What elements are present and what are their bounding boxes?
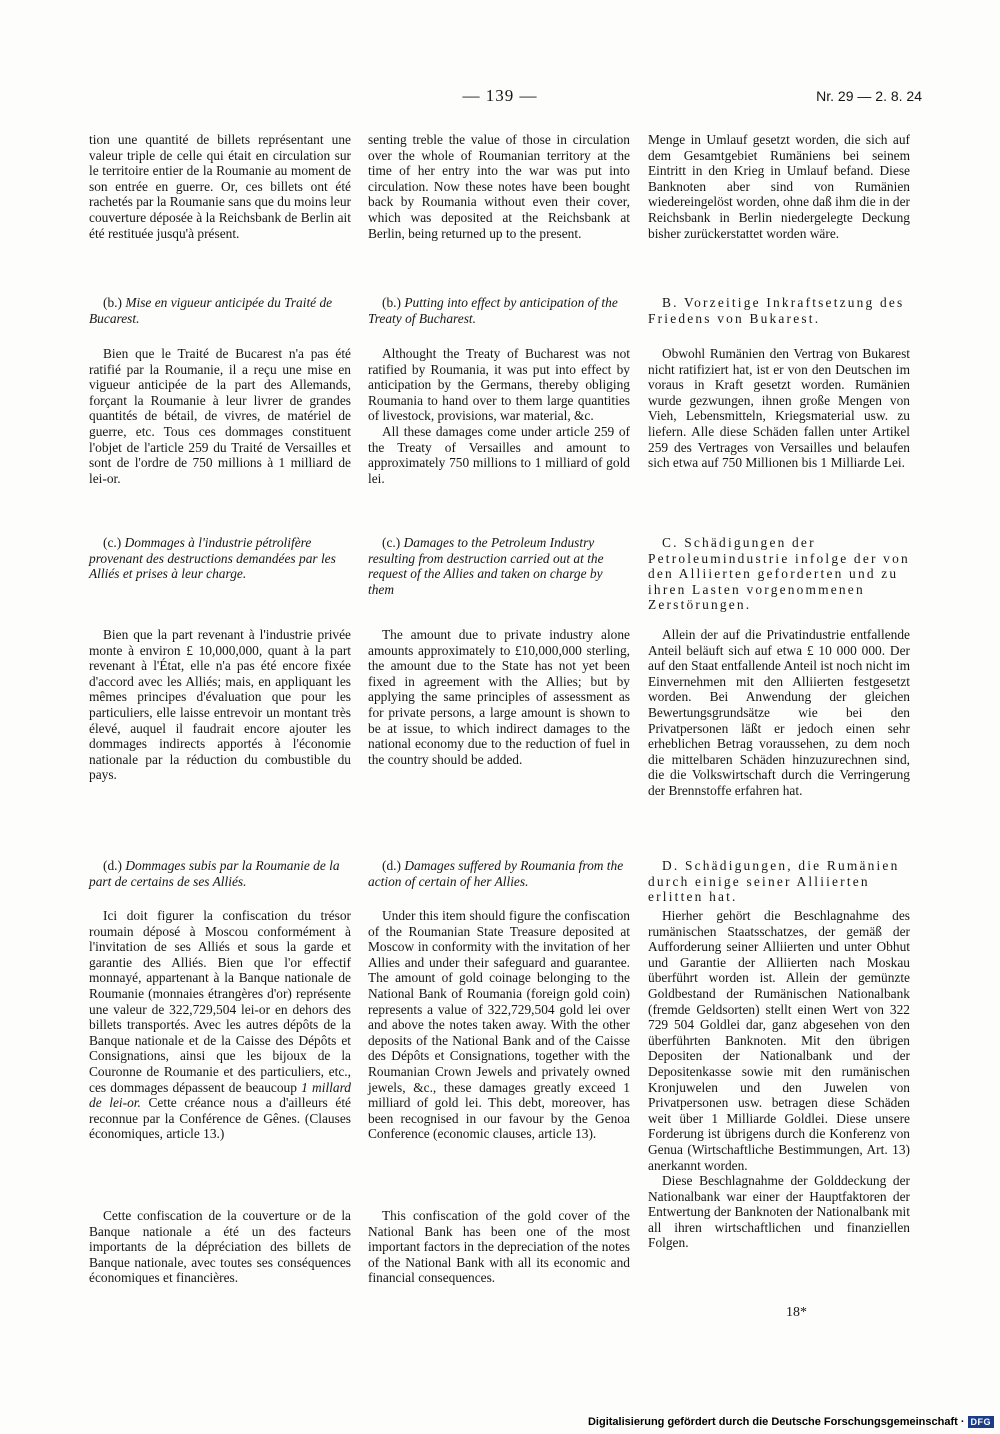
section-d-text-de [648,908,910,1251]
section-intro-de [648,132,910,241]
paragraph: Under this item should figure the confiscation of the Roumanian State Treasure deposited at Moscow in conformity with the invitation of her Allies and under their safeguard and guarantee. The amount of gold coinage belonging to the National Bank of Roumania (foreign gold coin) represents a value of 322,729,504 gold lei over and above the notes taken away. With the other deposits of the National Bank and of the Caisse des Dépôts et Consignations, together with the Roumanian Crown Jewels and privately owned jewels, &c., these damages greatly exceed 1 milliard of gold lei. This debt, moreover, has been recognised in our favour by the Genoa Conference (economic clauses, article 13). [368,908,630,1142]
paragraph: Obwohl Rumänien den Vertrag von Bukarest nicht ratifiziert hat, ist er von den Deutschen im voraus in Kraft gesetzt worden. Rumänien wurde gezwungen, ihnen große Mengen von Vieh, Lebensmitteln, Kriegsmaterial usw. zu liefern. Alle diese Schäden fallen unter Artikel 259 des Vertrages von Versailles und belaufen sich etwa auf 750 Millionen bis 1 Milliarde Lei. [648,346,910,471]
text-run: Ici doit figurer la confiscation du trésor roumain déposé à Moscou conformément à l'invitation de ses Alliés et sous la garde et garantie des Alliés. Bien que l'or effectif monnayé, appartenant à la Banque nationale de Roumanie (monnaies étrangères d'or) représente une valeur de 322,729,504 lei-or en dehors des billets transportés. Avec les autres dépôts de la Banque nationale et de la Caisse des Dépôts et Consignations, ainsi que les bijoux de la Couronne de Roumanie et des particuliers, etc., ces dommages dépassent de beaucoup [89,908,351,1095]
section-label: (b.) [103,295,122,310]
section-d-text-fr [89,908,351,1142]
paragraph: senting treble the value of those in circulation over the whole of Roumanian territory at the time of her entry into the war was put into circulation. Now these notes have been bought back by Roumania without even their cover, which was deposited at the Reichsbank at Berlin, being returned up to the present. [368,132,630,241]
section-c-en [368,535,630,597]
section-heading [89,858,351,889]
section-heading [368,295,630,326]
section-c-text-fr [89,627,351,783]
dfg-logo-icon: DFG [968,1416,995,1428]
section-title: B. Vorzeitige Inkraftsetzung des Friedens von Bukarest. [648,295,905,326]
section-label: (d.) [382,858,401,873]
section-title: D. Schädigungen, die Rumänien durch einige seiner Alliierten erlitten hat. [648,858,900,905]
section-title: Damages suffered by Roumania from the action of certain of her Allies. [368,858,624,889]
page-number: — 139 — [462,86,538,105]
section-intro-fr [89,132,351,241]
section-b-en [368,295,630,326]
paragraph: Hierher gehört die Beschlagnahme des rumänischen Staatsschatzes, der gemäß der Aufforderung seiner Alliierten und unter Obhut und Garantie der Alliierten nach Moskau überführt worden ist. Allein der gemünzte Goldbestand der Rumänischen Nationalbank (fremde Geldsorten) stellt einen Wert von 322 729 504 Goldlei dar, ganz abgesehen von den überführten Banknoten. Mit den übrigen Depositen der Nationalbank und der Depositenkasse sowie mit den rumänischen Kronjuwelen und den Juwelen von Privatpersonen usw. betragen diese Schäden weit über 1 Milliarde Goldlei. Diese unsere Forderung ist übrigens durch die Konferenz von Genua (Wirtschaftliche Bestimmungen, Art. 13) anerkannt worden. [648,908,910,1173]
section-c-text-en [368,627,630,767]
section-heading [89,535,351,582]
section-title: Dommages à l'industrie pétrolifère provenant des destructions demandées par les Alliés et prises à leur charge. [89,535,336,582]
section-label: (c.) [103,535,122,550]
section-label: (b.) [382,295,401,310]
sheet-mark: 18* [786,1305,807,1320]
section-c-fr [89,535,351,582]
footer-text: Digitalisierung gefördert durch die Deutsche Forschungsgemeinschaft · [587,1416,965,1428]
paragraph: This confiscation of the gold cover of the National Bank has been one of the most important factors in the depreciation of the notes of the National Bank with all its economic and financial consequences. [368,1208,630,1286]
section-d-text2-fr [89,1208,351,1286]
section-title: C. Schädigungen der Petroleumindustrie infolge der von den Alliierten geforderten und zu ihren Lasten vorgenommenen Zerstörungen. [648,535,910,613]
section-b-de [648,295,910,326]
section-title: Dommages subis par la Roumanie de la part de certains de ses Alliés. [89,858,340,889]
section-c-text-de [648,627,910,799]
section-label: (d.) [103,858,122,873]
section-b-fr [89,295,351,326]
section-c-de [648,535,910,613]
paragraph: Cette confiscation de la couverture or de la Banque nationale a été un des facteurs importants de la dépréciation des billets de Banque nationale, avec toutes ses conséquences économiques et financières. [89,1208,351,1286]
paragraph: Bien que la part revenant à l'industrie privée monte à environ £ 10,000,000, quant à la part revenant à l'État, elle n'a pas été encore fixée d'accord avec les Alliés; mais, en appliquant les mêmes principes d'évaluation que pour les particuliers, elle laisse entrevoir un montant très élevé, auquel il faudrait encore ajouter les dommages indirects apportés à l'économie nationale par la réduction du combustible du pays. [89,627,351,783]
section-d-text2-en [368,1208,630,1286]
section-d-de [648,858,910,905]
paragraph [89,908,351,1142]
section-heading [368,535,630,597]
paragraph: Althought the Treaty of Bucharest was not ratified by Roumania, it was put into effect by anticipation by the Germans, thereby obliging Roumania to hand over to them large quantities of livestock, provisions, war material, &c. [368,346,630,424]
section-d-text-en [368,908,630,1142]
paragraph: tion une quantité de billets représentant une valeur triple de celle qui était en circulation sur le territoire entier de la Roumanie au moment de son entrée en guerre. Or, ces billets ont été rachetés par la Roumanie sans que du moins leur couverture déposée à la Reichsbank de Berlin ait été restituée jusqu'à présent. [89,132,351,241]
section-title: Mise en vigueur anticipée du Traité de Bucarest. [89,295,333,326]
section-title: Damages to the Petroleum Industry resulting from destruction carried out at the request of the Allies and taken on charge by them [368,535,604,597]
section-b-text-en [368,346,630,486]
text-run: Cette créance nous a d'ailleurs été reconnue par la Conférence de Gênes. (Clauses économiques, article 13.) [89,1095,351,1142]
paragraph: Diese Beschlagnahme der Golddeckung der Nationalbank war einer der Hauptfaktoren der Entwertung der Banknoten der Nationalbank mit all ihren wirtschaftlichen und finanziellen Folgen. [648,1173,910,1251]
paragraph: All these damages come under article 259 of the Treaty of Versailles and amount to approximately 750 millions to 1 milliard of gold lei. [368,423,630,486]
paragraph: Allein der auf die Privatindustrie entfallende Anteil beläuft sich auf etwa £ 10 000 000. Der auf den Staat entfallende Anteil ist noch nicht im Einvernehmen mit den Alliierten festgesetzt worden. Bei Anwendung der gleichen Bewertungsgrundsätze wie bei den Privatpersonen läßt er jedoch einen sehr erheblichen Betrag voraussehen, zu dem noch die mittelbaren Schäden hinzuzurechnen sind, die die Volkswirtschaft durch die Verringerung der Brennstoffe erfahren hat. [648,627,910,798]
section-d-en [368,858,630,889]
paragraph: The amount due to private industry alone amounts approximately to £10,000,000 sterling, the amount due to the State has not yet been fixed in agreement with the Allies; but by applying the same principles of assessment as for private persons, a large amount is shown to be at issue, to which indirect damages to the national economy due to the reduction of fuel in the country should be added. [368,627,630,767]
section-label: (c.) [382,535,401,550]
footer-credit [588,1416,994,1428]
issue-number: Nr. 29 — 2. 8. 24 [816,88,922,104]
section-d-fr [89,858,351,889]
section-title: Putting into effect by anticipation of the Treaty of Bucharest. [368,295,618,326]
section-intro-en [368,132,630,241]
section-b-text-de [648,346,910,471]
section-b-text-fr [89,346,351,486]
section-heading [368,858,630,889]
section-heading [89,295,351,326]
emphasis: 1 millard de lei-or. [89,1079,351,1111]
paragraph: Bien que le Traité de Bucarest n'a pas été ratifié par la Roumanie, il a reçu une mise en vigueur anticipée de la part des Allemands, forçant la Roumanie à leur livrer de grandes quantités de bétail, de vivres, de matériel de guerre, etc. Tous ces dommages constituent l'objet de l'article 259 du Traité de Versailles et sont de l'ordre de 750 millions à 1 milliard de lei-or. [89,346,351,486]
page-header [0,86,1000,116]
paragraph: Menge in Umlauf gesetzt worden, die sich auf dem Gesamtgebiet Rumäniens bei seinem Eintritt in den Krieg in Umlauf befand. Diese Banknoten aber sind von Rumänien wiedereingelöst worden, ohne daß ihm die in der Reichsbank in Berlin niedergelegte Deckung bisher zurückerstattet worden wäre. [648,132,910,241]
